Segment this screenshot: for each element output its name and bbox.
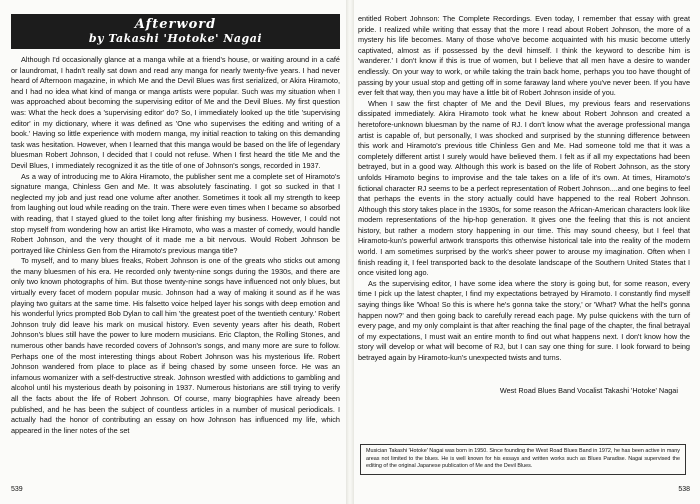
afterword-title: Afterword (134, 17, 217, 32)
author-signature: West Road Blues Band Vocalist Takashi 'Hotoke' Nagai (499, 385, 678, 395)
right-paragraph-1: entitled Robert Johnson: The Complete Recordings. Even today, I remember that essay with great pride. I realized while writing that essay that the more I read about Robert Johnson, the more of a mystery his life becomes. Many of those who've become acquainted with his music become utterly captivated, almost as if possessed by the devil himself. I think the keyword to describe him is 'wanderer.' I don't know if this is true of women, but I believe that all men have a desire to wander endlessly. On your way to work, or while taking the train back home, perhaps you too have thought of passing by your usual stop and getting off in some faraway land where you've never been. If you have ever felt that way, then you may have a little bit of Robert Johnson inside of you. (358, 14, 690, 98)
right-paragraph-3: As the supervising editor, I have some idea where the story is going but, for some reason, every time I pick up the latest chapter, I find my expectations betrayed by Hiramoto. I constantly find myself saying things like 'Whoa! So this is where he's gonna take the story,' or 'What? What the hell's gonna happen now?' and then going back to carefully reread each page. My pulse quickens with the turn of every page, and my only complaint is that after reaching the final page of the chapter, the final betrayal of my expectations, I must wait an entire month to find out what happens next. I don't know how the story will develop or what will become of RJ, but I can say one thing for sure. I look forward to being betrayed again by Hiramoto-kun's unexpected twists and turns. (358, 278, 690, 362)
page-number-left: 539 (11, 486, 23, 493)
afterword-title-box (11, 14, 340, 49)
book-gutter (346, 0, 354, 504)
left-page (0, 0, 346, 504)
left-paragraph-2: As a way of introducing me to Akira Hiramoto, the publisher sent me a complete set of Hiramoto's signature manga, Chinless Gen and Me. It was absolutely fascinating. I got so sucked in that I neglected my job and just read one volume after another. Sometimes it took all my strength to keep from laughing out loud while reading on the train. There were even times when I became so absorbed with reading, that I stayed glued to the toilet long after finishing my business. However, I could not stop myself from wondering how an artist like Hiramoto, who was a master of comedy, would handle Robert Johnson, and the very thought of it made me a bit nervous. Would Robert Johnson be portrayed like Chinless Gen from the Hiramoto's previous manga title? (11, 171, 340, 255)
author-bio-box: Musician Takashi 'Hotoke' Nagai was born in 1950. Since founding the West Road Blues Band in 1972, he has been active in many areas not limited to the blues. He is well known for his essays and written works such as Blues Paradise. Nagai supervised the editing of the original Japanese publication of Me and the Devil Blues. (360, 444, 686, 475)
left-paragraph-1: Although I'd occasionally glance at a manga while at a friend's house, or waiting around in a café or laundromat, I hadn't really sat down and read any manga for nearly twenty-five years. I had never heard of Afternoon magazine, in which Me and the Devil Blues was first serialized, or Akira Hiramoto, and I had no idea what kind of manga or manga artists were popular. Such was my situation when I was approached about becoming the supervising editor of Me and the Devil Blues. My first question was: What the heck does a 'supervising editor' do? So, I immediately looked up the title 'supervising editor' in my dictionary, where it was defined as 'One who supervises the editing and writing of a book.' Having so little experience with modern manga, my initial reaction to taking on this demanding task was hesitation. However, when I learned that this manga would be based on the life of legendary bluesman Robert Johnson, I decided that I could not refuse. When I first heard the title Me and the Devil Blues, I immediately recognized it as the title of one of Johnson's songs, recorded in 1937. (11, 55, 340, 170)
afterword-author-line: by Takashi 'Hotoke' Nagai (88, 32, 263, 45)
right-page (354, 0, 700, 504)
right-paragraph-2: When I saw the first chapter of Me and the Devil Blues, my previous fears and reservations dissipated immediately. Akira Hiramoto took what he knew about Robert Johnson and created a heretofore-unknown bluesman by the name of RJ. I don't know what the average professional manga artist is capable of, but personally, I was shocked and surprised by the stunning difference between this work and Hiramoto's previous title Chinless Gen and Me. Had someone told me that it was a completely different artist I surely would have believed them. I felt as if all my expectations had been betrayed, but in a good way. Although this work is based on the life of Robert Johnson, as the story unfolds Hiramoto begins to improvise and the tale takes on a life of it's own. At times, Hiramoto's fictional character RJ seems to be a perfect representation of Robert Johnson....and one begins to feel that perhaps the events in the story actually could have happened to the real Robert Johnson. Although this story takes place in the 1930s, for some reason the African-American characters look like modern representations of the hip-hop generation. It gives one the feeling that this is not ancient history, but rather a modern story happening in our time. This may sound cheesy, but I feel that Hiramoto-kun's powerful artwork transports this otherwise historical tale into the reality of the modern world. I am sometimes surprised by the work's sheer power to arouse my imagination. Often when I finish reading it, I feel transported back to the desolate landscape of the Southern United States that I once visited long ago. (358, 98, 690, 278)
page-number-right: 538 (678, 486, 690, 493)
left-paragraph-3: To myself, and to many blues freaks, Robert Johnson is one of the greats who sticks out among the many bluesmen of his era. He recorded only twenty-nine songs during the 1930s, and there are only two known photographs of him. But those twenty-nine songs have influenced not only blues, but virtually every facet of modern popular music. Johnson had a way of making it sound as if he was playing two guitars at the same time. His falsetto voice helped layer his songs with deep emotion and his wonderful lyrics prompted Bob Dylan to call him 'the greatest poet of the twentieth century.' Robert Johnson truly did leave his mark on musical history. Even seventy years after his death, Robert Johnson's blues still have the power to lure modern musicians. Eric Clapton, the Rolling Stones, and numerous other bands have recorded covers of Johnson's songs, and many more are sure to follow. Perhaps one of the most interesting things about Robert Johnson was his mysterious life. Robert Johnson wandered from place to place as if being chased by some unseen force. He was an infamous womanizer with a self-destructive streak. Johnson wrestled with addictions to gambling and alcohol until his mysterious death by poisoning in 1937. Numerous historians are still trying to verify all the facts about the life of Robert Johnson. Of course, many biographies have already been published, and he has been the subject of countless articles in a number of musical periodicals. I actually had the honor of contributing an essay on how Johnson has influenced my life, which appeared in the liner notes of the set (11, 256, 340, 435)
